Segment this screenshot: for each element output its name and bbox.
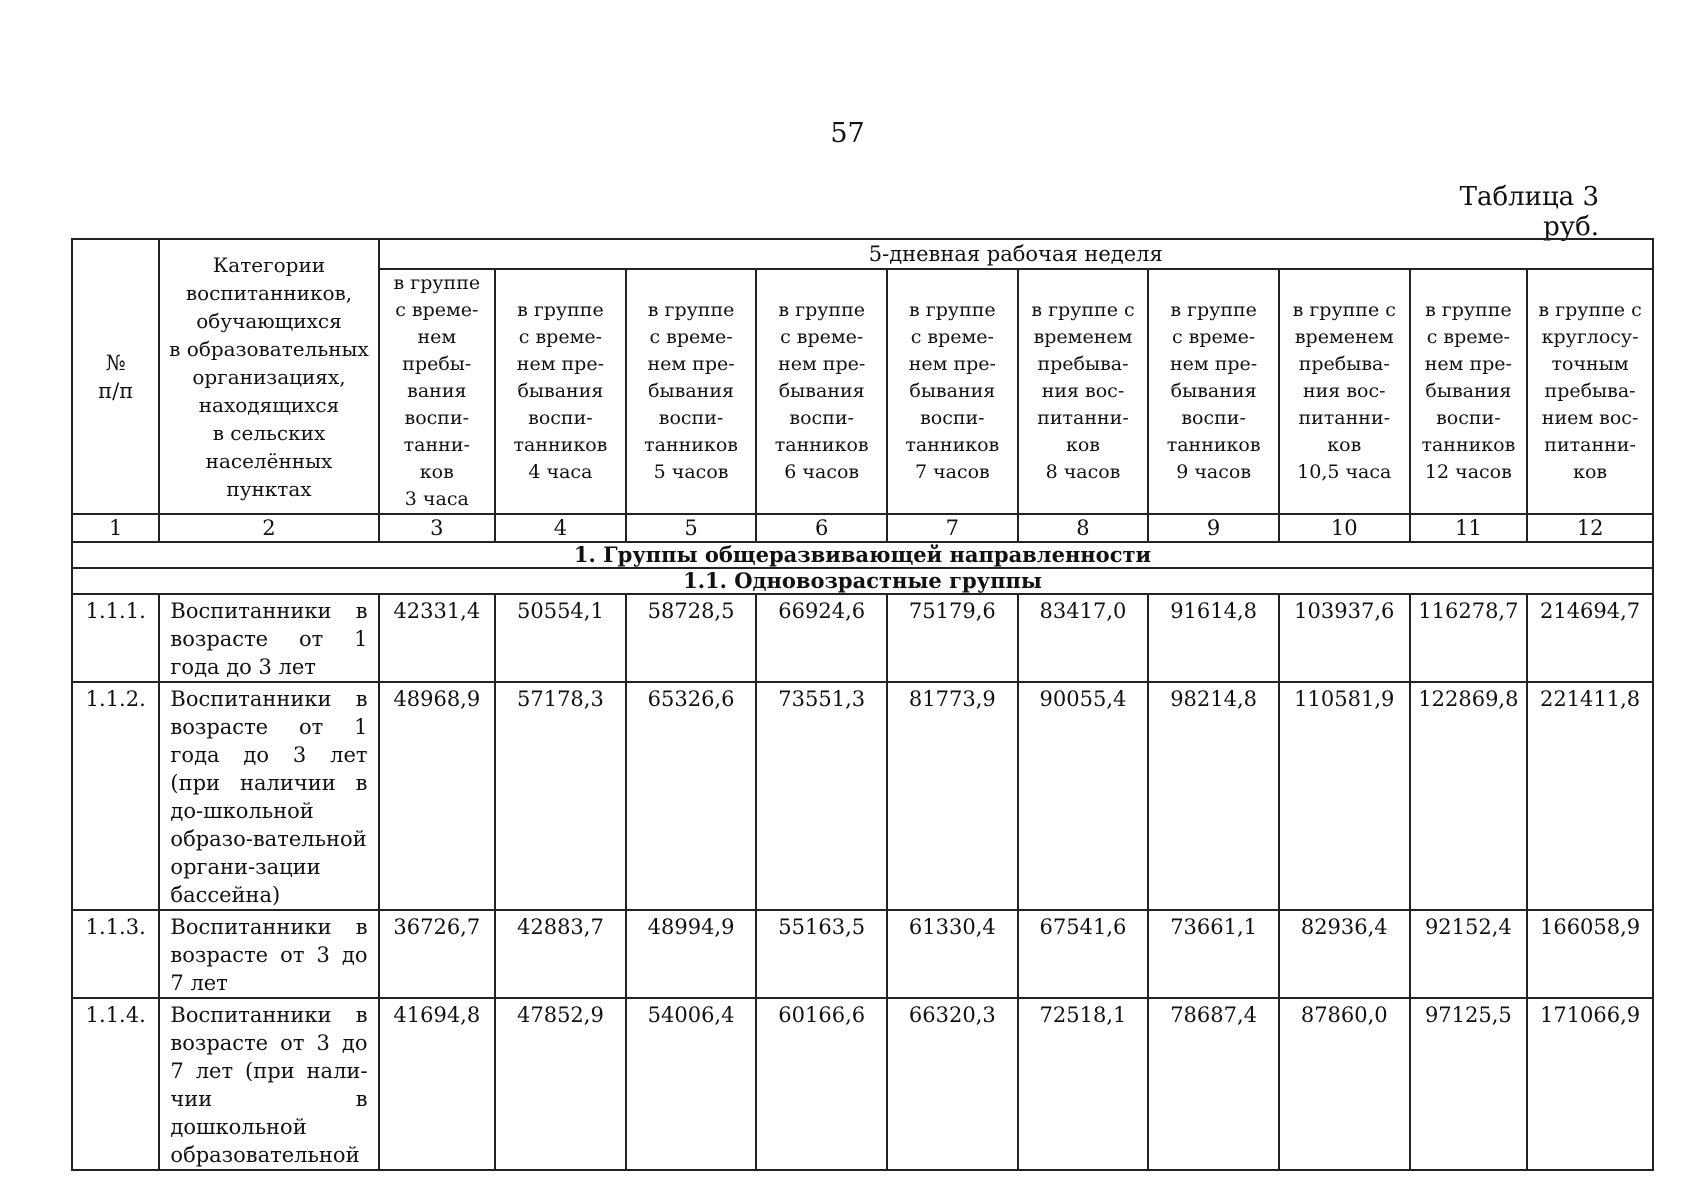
header-category: Категории воспитанников, обучающихся в образовательных организациях, находящихся в сельских населённых пунктах: [159, 239, 378, 514]
table-cell: 92152,4: [1410, 910, 1528, 998]
row-code: 1.1.4.: [72, 998, 159, 1170]
column-number: 4: [495, 514, 626, 542]
table-cell: 166058,9: [1527, 910, 1653, 998]
column-number: 12: [1527, 514, 1653, 542]
table-cell: 48994,9: [626, 910, 757, 998]
table-cell: 65326,6: [626, 682, 757, 910]
header-col-5: в группе с време- нем пре- бывания воспи- танников 5 часов: [626, 269, 757, 514]
header-week: 5-дневная рабочая неделя: [379, 239, 1653, 269]
table-cell: 60166,6: [756, 998, 887, 1170]
column-number: 7: [887, 514, 1018, 542]
column-number: 1: [72, 514, 159, 542]
table-unit: руб.: [1543, 212, 1599, 242]
table-title: Таблица 3: [1459, 182, 1599, 212]
column-number-row: [72, 514, 1653, 542]
column-number: 3: [379, 514, 496, 542]
header-col-4: в группе с време- нем пре- бывания воспи- танников 4 часа: [495, 269, 626, 514]
table-cell: 81773,9: [887, 682, 1018, 910]
section-heading: 1. Группы общеразвивающей направленности: [72, 542, 1653, 568]
row-category: Воспитанники в возрасте от 1 года до 3 лет (при наличии в до-школьной образо-вательной органи-зации бассейна): [159, 682, 378, 910]
table-cell: 214694,7: [1527, 594, 1653, 682]
table-cell: 47852,9: [495, 998, 626, 1170]
subsection-row: [72, 568, 1653, 594]
table-cell: 50554,1: [495, 594, 626, 682]
table-cell: 67541,6: [1018, 910, 1149, 998]
subsection-heading: 1.1. Одновозрастные группы: [72, 568, 1653, 594]
table-cell: 54006,4: [626, 998, 757, 1170]
table-cell: 73551,3: [756, 682, 887, 910]
header-col-12: в группе с круглосу- точным пребыва- нием вос- питанни- ков: [1527, 269, 1653, 514]
header-col-7: в группе с време- нем пре- бывания воспи- танников 7 часов: [887, 269, 1018, 514]
table-cell: 73661,1: [1148, 910, 1279, 998]
table-cell: 78687,4: [1148, 998, 1279, 1170]
table-row: [72, 682, 1653, 910]
table-cell: 171066,9: [1527, 998, 1653, 1170]
table-row: [72, 998, 1653, 1170]
table-cell: 55163,5: [756, 910, 887, 998]
table-cell: 36726,7: [379, 910, 496, 998]
column-number: 10: [1279, 514, 1410, 542]
header-col-8: в группе с временем пребыва- ния вос- питанни- ков 8 часов: [1018, 269, 1149, 514]
table-cell: 90055,4: [1018, 682, 1149, 910]
column-number: 5: [626, 514, 757, 542]
table-cell: 83417,0: [1018, 594, 1149, 682]
column-number: 8: [1018, 514, 1149, 542]
column-number: 2: [159, 514, 378, 542]
row-code: 1.1.2.: [72, 682, 159, 910]
table-cell: 221411,8: [1527, 682, 1653, 910]
table-cell: 103937,6: [1279, 594, 1410, 682]
header-number: № п/п: [72, 239, 159, 514]
table-cell: 66320,3: [887, 998, 1018, 1170]
row-code: 1.1.3.: [72, 910, 159, 998]
table-cell: 58728,5: [626, 594, 757, 682]
table-cell: 48968,9: [379, 682, 496, 910]
column-number: 11: [1410, 514, 1528, 542]
section-row: [72, 542, 1653, 568]
column-number: 9: [1148, 514, 1279, 542]
row-category: Воспитанники в возрасте от 3 до 7 лет (при нали-чии в дошкольной образовательной: [159, 998, 378, 1170]
header-col-11: в группе с време- нем пре- бывания воспи- танников 12 часов: [1410, 269, 1528, 514]
table-cell: 87860,0: [1279, 998, 1410, 1170]
table-cell: 98214,8: [1148, 682, 1279, 910]
table-cell: 75179,6: [887, 594, 1018, 682]
header-col-9: в группе с време- нем пре- бывания воспи- танников 9 часов: [1148, 269, 1279, 514]
column-number: 6: [756, 514, 887, 542]
table-cell: 91614,8: [1148, 594, 1279, 682]
table-cell: 116278,7: [1410, 594, 1528, 682]
table-cell: 110581,9: [1279, 682, 1410, 910]
tariff-table-container: [71, 238, 1654, 1171]
header-col-10: в группе с временем пребыва- ния вос- питанни- ков 10,5 часа: [1279, 269, 1410, 514]
header-col-3: в группе с време- нем пребы- вания воспи- танни- ков 3 часа: [379, 269, 496, 514]
table-cell: 41694,8: [379, 998, 496, 1170]
table-cell: 57178,3: [495, 682, 626, 910]
page-number: 57: [830, 118, 865, 149]
row-category: Воспитанники в возрасте от 3 до 7 лет: [159, 910, 378, 998]
table-row: [72, 910, 1653, 998]
table-cell: 42331,4: [379, 594, 496, 682]
table-caption: [1460, 182, 1599, 242]
table-cell: 66924,6: [756, 594, 887, 682]
row-code: 1.1.1.: [72, 594, 159, 682]
table-cell: 122869,8: [1410, 682, 1528, 910]
table-row: [72, 594, 1653, 682]
tariff-table: [71, 238, 1654, 1171]
table-cell: 82936,4: [1279, 910, 1410, 998]
table-cell: 42883,7: [495, 910, 626, 998]
table-cell: 72518,1: [1018, 998, 1149, 1170]
row-category: Воспитанники в возрасте от 1 года до 3 лет: [159, 594, 378, 682]
table-cell: 97125,5: [1410, 998, 1528, 1170]
header-col-6: в группе с време- нем пре- бывания воспи- танников 6 часов: [756, 269, 887, 514]
table-cell: 61330,4: [887, 910, 1018, 998]
